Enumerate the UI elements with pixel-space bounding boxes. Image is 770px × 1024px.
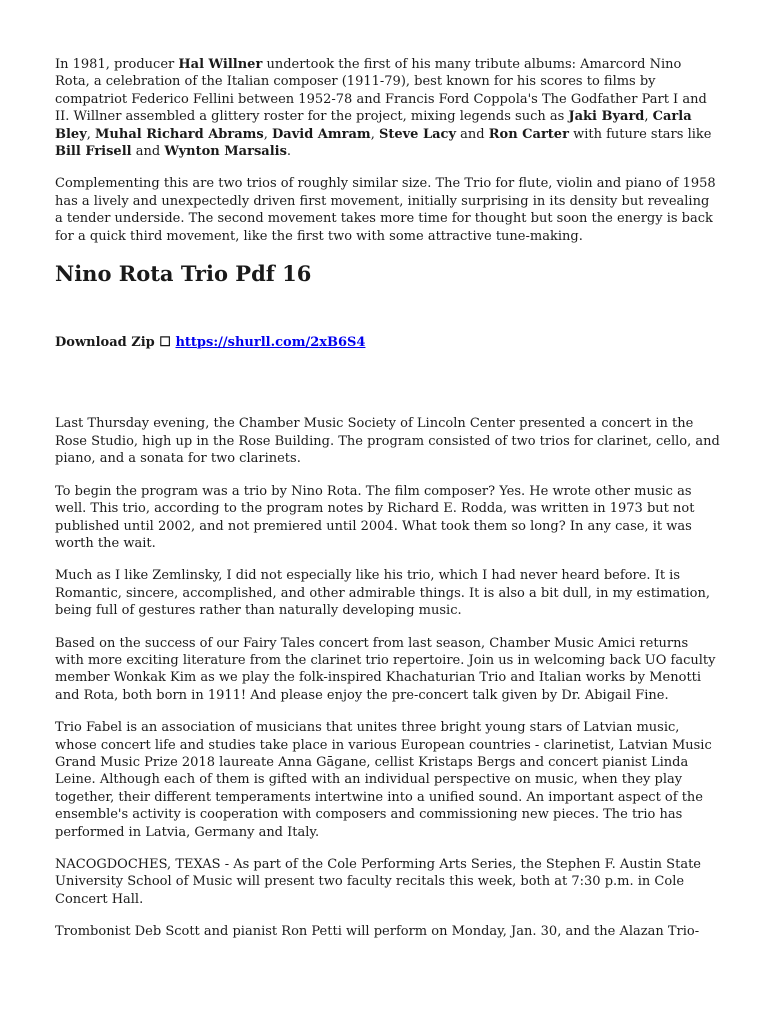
name-jaki-byard: Jaki Byard xyxy=(568,109,645,125)
body-paragraph-7: Trombonist Deb Scott and pianist Ron Petti will perform on Monday, Jan. 30, and the Alazan Trio- xyxy=(55,924,700,940)
name-steve-lacy: Steve Lacy xyxy=(378,126,457,142)
page-title: Nino Rota Trio Pdf 16 xyxy=(55,261,312,287)
name-bill-frisell: Bill Frisell xyxy=(55,144,132,160)
name-carla-bley: Carla Bley xyxy=(55,109,692,142)
body-paragraph-3: Much as I like Zemlinsky, I did not especially like his trio, which I had never heard before. It is Romantic, sincere, accomplished, and other admirable things. It is also a bit dull, in my estimation, being full of gestures rather than naturally developing music. xyxy=(55,568,711,619)
download-label: Download Zip ☐ xyxy=(55,335,176,351)
download-line xyxy=(55,334,720,351)
text-run: and xyxy=(131,144,165,160)
text-run: , xyxy=(644,109,653,125)
text-run: , xyxy=(86,126,96,142)
name-david-amram: David Amram xyxy=(272,126,371,142)
download-link[interactable]: https://shurll.com/2xB6S4 xyxy=(175,335,366,351)
intro-paragraph-2: Complementing this are two trios of roughly similar size. The Trio for flute, violin and piano of 1958 has a lively and unexpectedly driven first movement, initially surprising in its density but revealing a tender underside. The second movement takes more time for thought but soon the energy is back for a quick third movement, like the first two with some attractive tune-making. xyxy=(55,176,716,244)
body-paragraphs xyxy=(55,415,720,940)
name-ron-carter: Ron Carter xyxy=(488,126,569,142)
body-paragraph-6: NACOGDOCHES, TEXAS - As part of the Cole Performing Arts Series, the Stephen F. Austin State University School of Music will present two faculty recitals this week, both at 7:30 p.m. in Cole Concert Hall. xyxy=(55,857,701,907)
name-hal-willner: Hal Willner xyxy=(178,57,263,72)
name-muhal-richard-abrams: Muhal Richard Abrams xyxy=(95,126,264,142)
intro-paragraph-1 xyxy=(55,56,720,160)
body-paragraph-2: To begin the program was a trio by Nino Rota. The film composer? Yes. He wrote other music as well. This trio, according to the program notes by Richard E. Rodda, was written in 1973 but not published until 2002, and not premiered until 2004. What took them so long? In any case, it was worth the wait. xyxy=(55,483,695,551)
text-run: with future stars like xyxy=(568,126,712,142)
text-run: . xyxy=(286,144,292,160)
text-run: and xyxy=(456,126,489,142)
article-body xyxy=(55,56,720,956)
text-run: , xyxy=(370,126,379,142)
name-wynton-marsalis: Wynton Marsalis xyxy=(164,144,287,160)
text-run: , xyxy=(263,126,272,142)
body-paragraph-1: Last Thursday evening, the Chamber Music Society of Lincoln Center presented a concert in the Rose Studio, high up in the Rose Building. The program consisted of two trios for clarinet, cello, and piano, and a sonata for two clarinets. xyxy=(55,416,720,467)
text-run: undertook the first of his many tribute albums: Amarcord Nino Rota, a celebration of the Italian composer (1911-79), best known for his scores to films by compatriot Federico Fellini between 1952-78 and Francis Ford Coppola's The Godfather Part I and II. Willner assembled a glittery roster for the project, mixing legends such as xyxy=(55,57,707,125)
body-paragraph-5: Trio Fabel is an association of musicians that unites three bright young stars of Latvian music, whose concert life and studies take place in various European countries - clarinetist, Latvian Music Grand Music Prize 2018 laureate Anna Gāgane, cellist Kristaps Bergs and concert pianist Linda Leine. Although each of them is gifted with an individual perspective on music, when they play together, their different temperaments intertwine into a unified sound. An important aspect of the ensemble's activity is cooperation with composers and commissioning new pieces. The trio has performed in Latvia, Germany and Italy. xyxy=(55,720,712,840)
text-run: In 1981, producer xyxy=(55,57,179,72)
body-paragraph-4: Based on the success of our Fairy Tales concert from last season, Chamber Music Amici returns with more exciting literature from the clarinet trio repertoire. Join us in welcoming back UO faculty member Wonkak Kim as we play the folk-inspired Khachaturian Trio and Italian works by Menotti and Rota, both born in 1911! And please enjoy the pre-concert talk given by Dr. Abigail Fine. xyxy=(55,635,716,703)
